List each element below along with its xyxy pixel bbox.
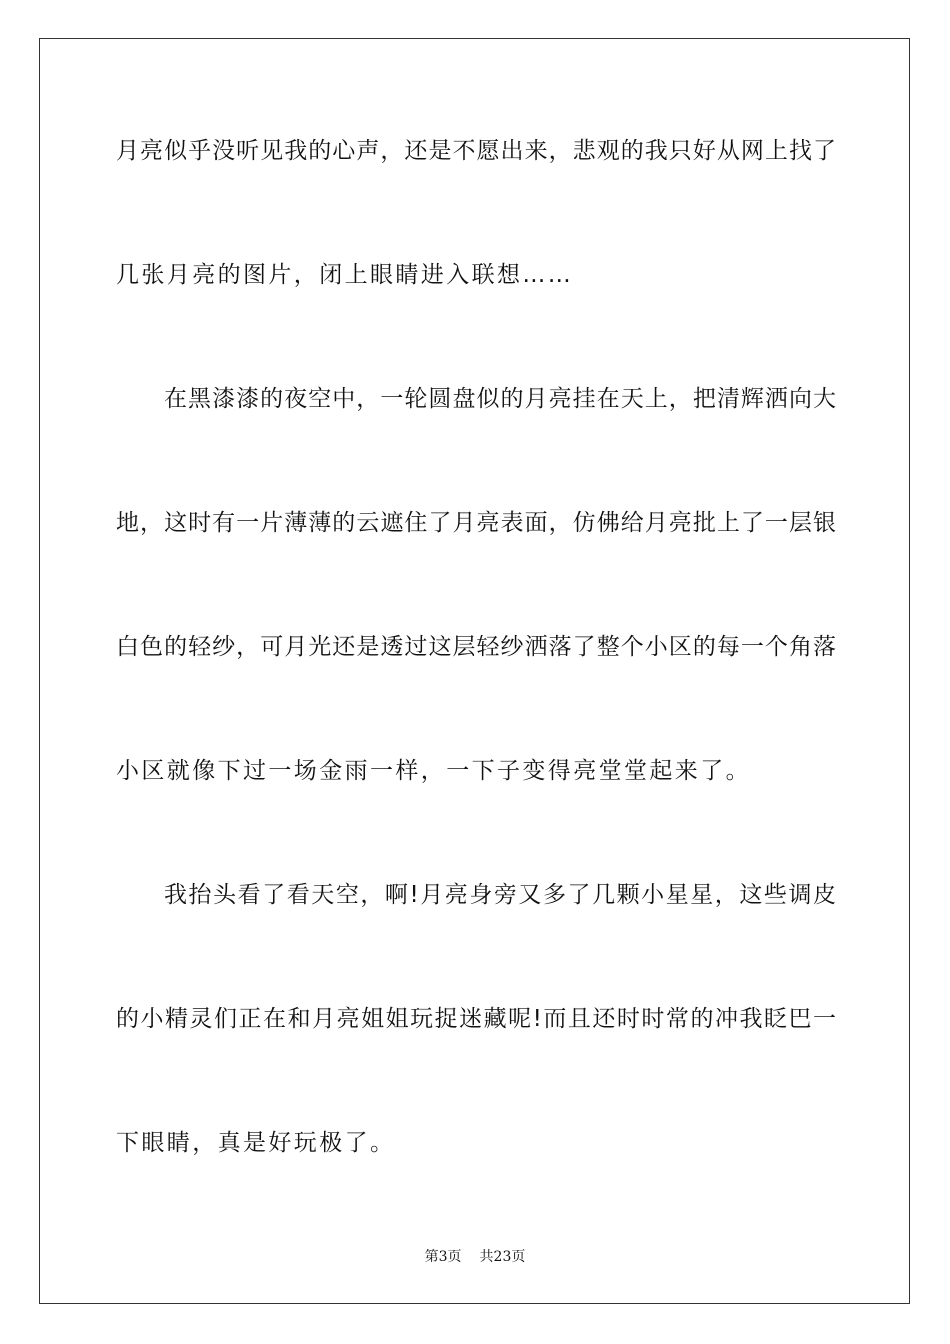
text-line-1: 月亮似乎没听见我的心声，还是不愿出来，悲观的我只好从网上找了	[116, 138, 836, 164]
text-line-9: 下眼睛，真是好玩极了。	[116, 1130, 396, 1156]
text-line-5: 白色的轻纱，可月光还是透过这层轻纱洒落了整个小区的每一个角落	[116, 634, 836, 660]
text-line-4: 地，这时有一片薄薄的云遮住了月亮表面，仿佛给月亮批上了一层银	[116, 510, 836, 536]
text-line-2: 几张月亮的图片，闭上眼睛进入联想……	[116, 262, 574, 288]
text-line-3: 在黑漆漆的夜空中，一轮圆盘似的月亮挂在天上，把清辉洒向大	[164, 386, 836, 412]
text-line-8: 的小精灵们正在和月亮姐姐玩捉迷藏呢!而且还时时常的冲我眨巴一	[116, 1006, 836, 1032]
text-line-7: 我抬头看了看天空，啊!月亮身旁又多了几颗小星星，这些调皮	[164, 882, 836, 908]
page-footer	[0, 1247, 950, 1267]
page-number: 第3页	[424, 1249, 462, 1265]
page-frame	[39, 38, 910, 1304]
text-line-6: 小区就像下过一场金雨一样，一下子变得亮堂堂起来了。	[116, 758, 751, 784]
page-total: 共23页	[479, 1249, 526, 1265]
